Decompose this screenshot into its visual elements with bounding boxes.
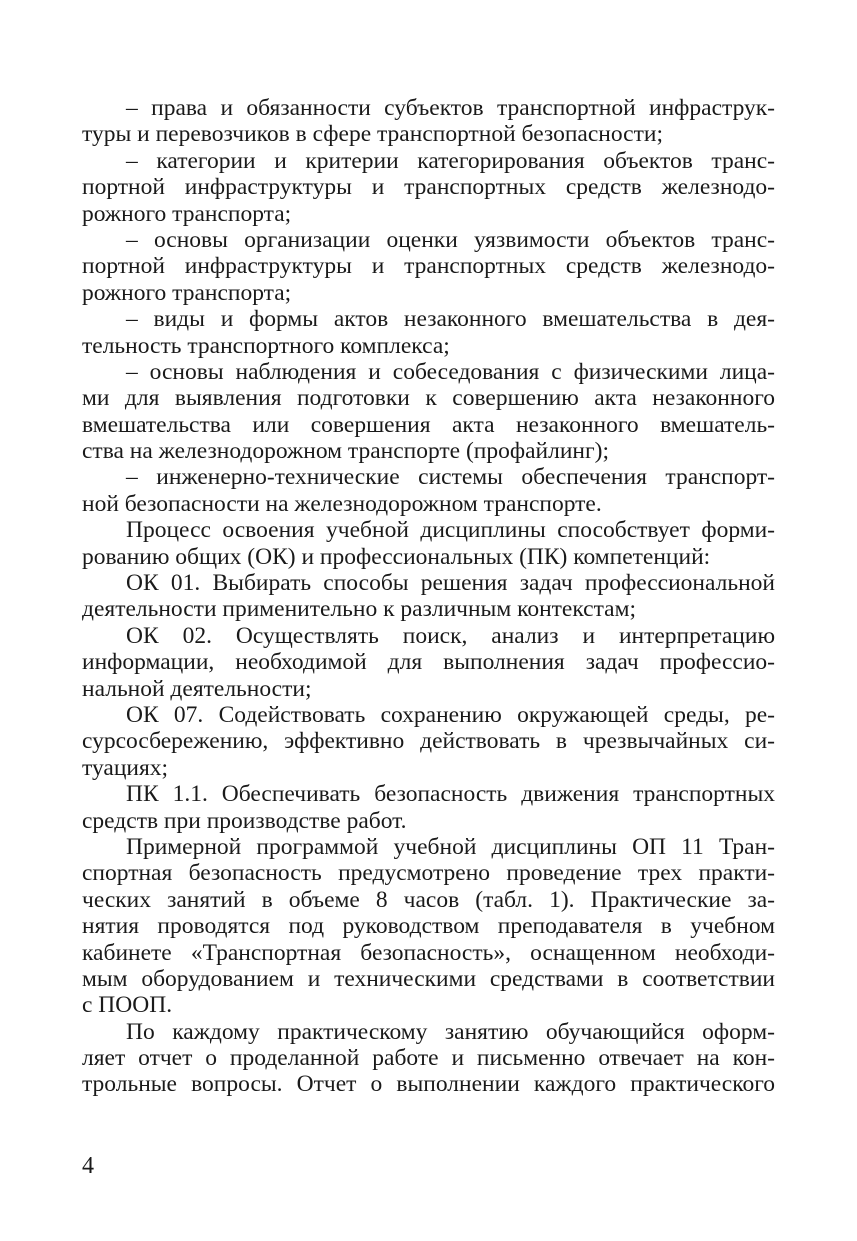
paragraph xyxy=(82,227,775,306)
paragraph xyxy=(82,834,775,1019)
text-line: сурсосбережению, эффективно действовать в чрезвычайных си- xyxy=(82,728,775,755)
paragraph xyxy=(82,570,775,623)
text-line: ляет отчет о проделанной работе и письменно отвечает на кон- xyxy=(82,1045,775,1072)
text-line: – основы наблюдения и собеседования с физическими лица- xyxy=(126,358,775,385)
page-number: 4 xyxy=(82,1153,94,1179)
text-line: – виды и формы актов незаконного вмешательства в дея- xyxy=(126,306,775,333)
text-line: трольные вопросы. Отчет о выполнении каждого практического xyxy=(82,1071,775,1098)
text-line: тельность транспортного комплекса; xyxy=(82,332,450,359)
text-line: Процесс освоения учебной дисциплины способствует форми- xyxy=(126,517,775,544)
text-line: нальной деятельности; xyxy=(82,675,312,702)
text-line: портной инфраструктуры и транспортных средств железнодо- xyxy=(82,174,775,201)
text-line: спортная безопасность предусмотрено проведение трех практи- xyxy=(82,860,775,887)
paragraph xyxy=(82,781,775,834)
text-line: вмешательства или совершения акта незаконного вмешатель- xyxy=(82,411,775,438)
paragraph xyxy=(82,359,775,465)
text-line: ной безопасности на железнодорожном транспорте. xyxy=(82,490,602,517)
text-line: нятия проводятся под руководством преподавателя в учебном xyxy=(82,913,775,940)
paragraph xyxy=(82,517,775,570)
paragraph xyxy=(82,464,775,517)
text-line: ческих занятий в объеме 8 часов (табл. 1). Практические за- xyxy=(82,886,775,913)
text-line: деятельности применительно к различным контекстам; xyxy=(82,596,636,623)
text-line: ми для выявления подготовки к совершению акта незаконного xyxy=(82,385,775,412)
text-line: ОК 02. Осуществлять поиск, анализ и интерпретацию xyxy=(126,622,775,649)
paragraph xyxy=(82,1019,775,1098)
text-line: – права и обязанности субъектов транспортной инфраструк- xyxy=(126,95,775,121)
text-line: информации, необходимой для выполнения задач профессио- xyxy=(82,649,775,676)
text-line: рованию общих (ОК) и профессиональных (ПК) компетенций: xyxy=(82,543,711,570)
text-line: ства на железнодорожном транспорте (профайлинг); xyxy=(82,438,609,465)
paragraph xyxy=(82,702,775,781)
paragraph xyxy=(82,148,775,227)
paragraph xyxy=(82,95,775,148)
text-line: с ПООП. xyxy=(82,992,173,1019)
text-line: – основы организации оценки уязвимости объектов транс- xyxy=(126,226,775,253)
text-line: мым оборудованием и техническими средствами в соответствии xyxy=(82,965,775,992)
body-text xyxy=(82,95,775,1098)
text-line: средств при производстве работ. xyxy=(82,807,407,834)
text-line: туациях; xyxy=(82,754,169,781)
text-line: рожного транспорта; xyxy=(82,279,292,306)
text-line: – инженерно-технические системы обеспечения транспорт- xyxy=(126,464,775,491)
text-line: По каждому практическому занятию обучающийся оформ- xyxy=(126,1018,775,1045)
paragraph xyxy=(82,623,775,702)
text-line: кабинете «Транспортная безопасность», оснащенном необходи- xyxy=(82,939,775,966)
paragraph xyxy=(82,306,775,359)
text-line: ОК 07. Содействовать сохранению окружающей среды, ре- xyxy=(126,701,775,728)
text-line: – категории и критерии категорирования объектов транс- xyxy=(126,147,775,174)
text-line: Примерной программой учебной дисциплины ОП 11 Тран- xyxy=(126,833,775,860)
text-line: туры и перевозчиков в сфере транспортной безопасности; xyxy=(82,121,663,148)
text-line: портной инфраструктуры и транспортных средств железнодо- xyxy=(82,253,775,280)
text-line: рожного транспорта; xyxy=(82,200,292,227)
text-line: ПК 1.1. Обеспечивать безопасность движения транспортных xyxy=(126,781,775,808)
text-line: ОК 01. Выбирать способы решения задач профессиональной xyxy=(126,570,775,597)
